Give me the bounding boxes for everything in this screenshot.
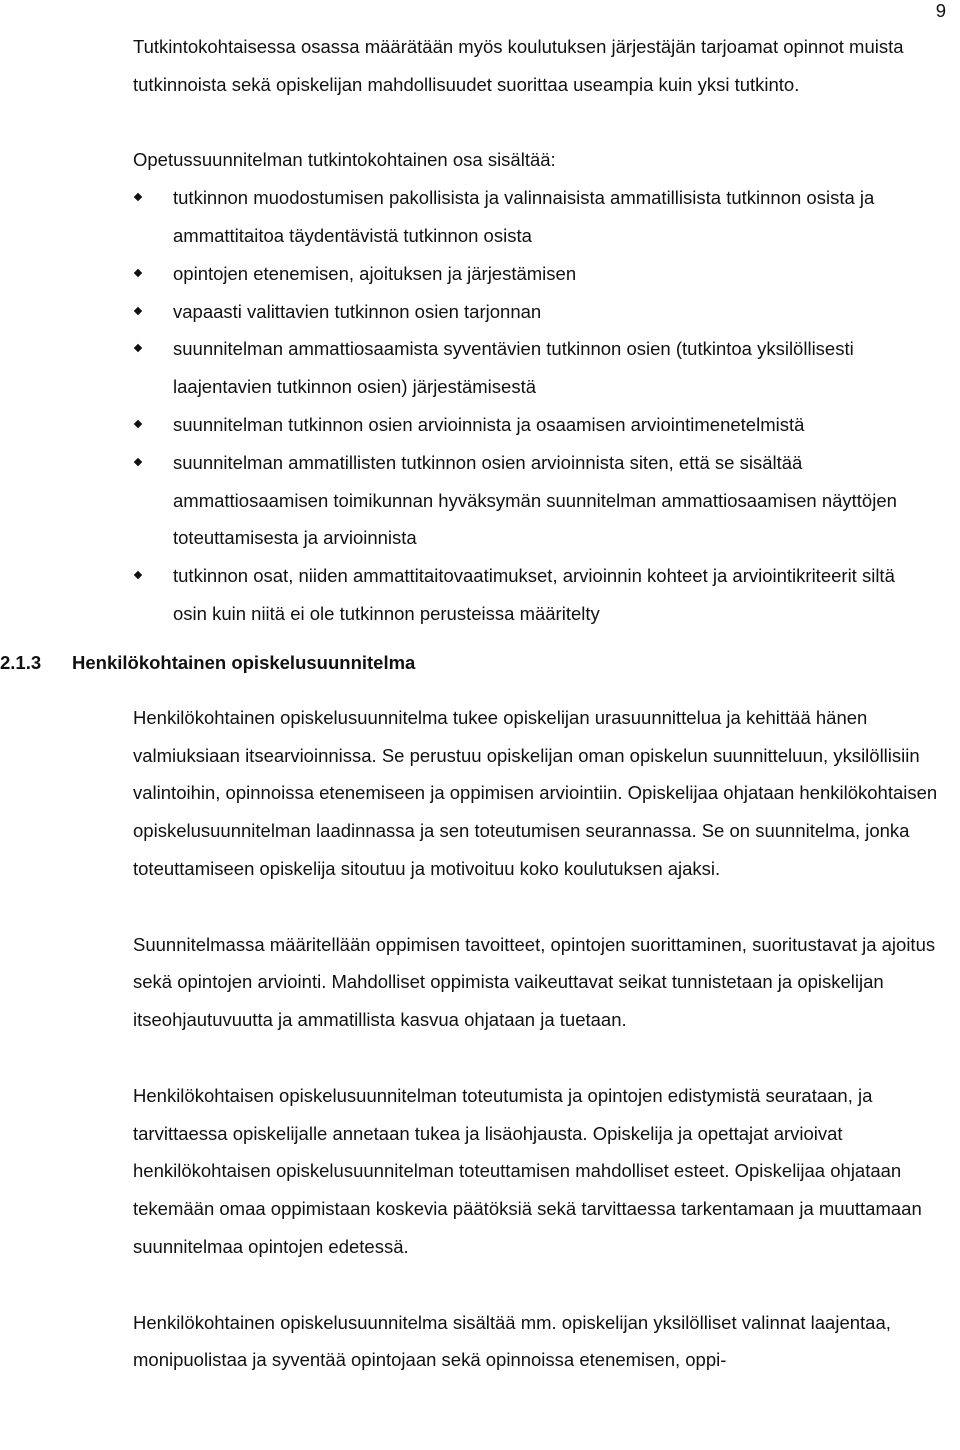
list-item bbox=[133, 293, 930, 331]
list-item bbox=[133, 406, 930, 444]
list-item bbox=[133, 179, 930, 255]
bullet-diamond-icon bbox=[134, 458, 142, 466]
list-item bbox=[133, 330, 930, 406]
bullet-diamond-icon bbox=[134, 193, 142, 201]
paragraph-intro: Tutkintokohtaisessa osassa määrätään myös koulutuksen järjestäjän tarjoamat opinnot muista tutkinnoista sekä opiskelijan mahdollisuudet suorittaa useampia kuin yksi tutkinto. bbox=[133, 36, 904, 95]
section-title: Henkilökohtainen opiskelusuunnitelma bbox=[72, 651, 416, 673]
section-number: 2.1.3 bbox=[0, 651, 42, 673]
paragraph: Henkilökohtainen opiskelusuunnitelma tukee opiskelijan urasuunnittelua ja kehittää hänen valmiuksiaan itsearvioinnissa. Se perustuu opiskelijan oman opiskelun suunnitteluun, yksilöllisiin valintoihin, opinnoissa etenemiseen ja oppimisen arviointiin. Opiskelijaa ohjataan henkilökohtaisen opiskelusuunnitelman laadinnassa ja sen toteutumisen seurannassa. Se on suunnitelma, jonka toteuttamiseen opiskelija sitoutuu ja motivoituu koko koulutuksen ajaksi. bbox=[133, 706, 938, 879]
list-item-text: suunnitelman ammatillisten tutkinnon osien arvioinnista siten, että se sisältää ammattiosaamisen toimikunnan hyväksymän suunnitelman ammattiosaamisen näyttöjen toteuttamisesta ja arvioinnista bbox=[173, 451, 897, 549]
bullet-diamond-icon bbox=[134, 344, 142, 352]
section-heading bbox=[0, 643, 960, 683]
list-item-text: vapaasti valittavien tutkinnon osien tarjonnan bbox=[173, 300, 542, 322]
list-item-text: suunnitelman tutkinnon osien arvioinnista ja osaamisen arviointimenetelmistä bbox=[173, 413, 805, 435]
list-item bbox=[133, 444, 930, 557]
list-item-text: tutkinnon muodostumisen pakollisista ja valinnaisista ammatillisista tutkinnon osista ja ammattitaitoa täydentävistä tutkinnon osista bbox=[173, 187, 875, 246]
list-item-text: opintojen etenemisen, ajoituksen ja järjestämisen bbox=[173, 262, 577, 284]
list-item bbox=[133, 255, 930, 293]
bullet-diamond-icon bbox=[134, 306, 142, 314]
bullet-diamond-icon bbox=[134, 269, 142, 277]
list-item bbox=[133, 557, 930, 633]
page-number: 9 bbox=[935, 0, 946, 21]
list-item-text: tutkinnon osat, niiden ammattitaitovaatimukset, arvioinnin kohteet ja arviointikriteerit siltä osin kuin niitä ei ole tutkinnon perusteissa määritelty bbox=[173, 565, 895, 624]
paragraph: Suunnitelmassa määritellään oppimisen tavoitteet, opintojen suorittaminen, suoritustavat ja ajoitus sekä opintojen arviointi. Mahdolliset oppimista vaikeuttavat seikat tunnistetaan ja opiskelijan itseohjautuvuutta ja ammatillista kasvua ohjataan ja tuetaan. bbox=[133, 933, 936, 1031]
bullet-diamond-icon bbox=[134, 571, 142, 579]
bullet-diamond-icon bbox=[134, 420, 142, 428]
list-item-text: suunnitelman ammattiosaamista syventävien tutkinnon osien (tutkintoa yksilöllisesti laajentavien tutkinnon osien) järjestämisestä bbox=[173, 338, 854, 398]
page-content bbox=[0, 28, 960, 1379]
bullet-list bbox=[133, 179, 930, 633]
paragraph-list-lead: Opetussuunnitelman tutkintokohtainen osa sisältää: bbox=[133, 149, 556, 171]
paragraph: Henkilökohtaisen opiskelusuunnitelman toteutumista ja opintojen edistymistä seurataan, ja tarvittaessa opiskelijalle annetaan tukea ja lisäohjausta. Opiskelija ja opettajat arvioivat henkilökohtaisen opiskelusuunnitelman toteuttamisen mahdolliset esteet. Opiskelijaa ohjataan tekemään omaa oppimistaan koskevia päätöksiä sekä tarvittaessa tarkentamaan ja muuttamaan suunnitelmaa opintojen edetessä. bbox=[133, 1084, 922, 1257]
paragraph: Henkilökohtainen opiskelusuunnitelma sisältää mm. opiskelijan yksilölliset valinnat laajentaa, monipuolistaa ja syventää opintojaan sekä opinnoissa etenemisen, oppi- bbox=[133, 1311, 891, 1371]
